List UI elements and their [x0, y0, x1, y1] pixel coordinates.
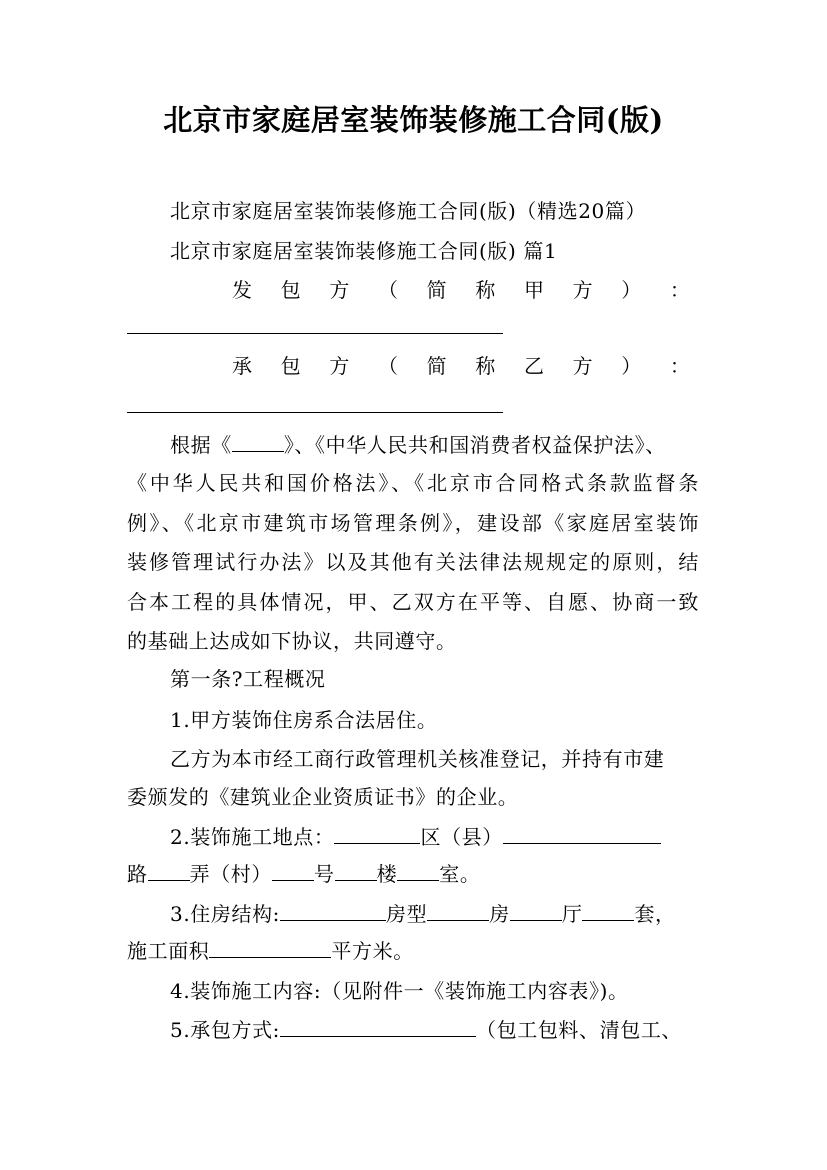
item-3-line-2 — [127, 938, 699, 964]
party-a-blank — [127, 333, 503, 334]
item-3-text: 厅 — [561, 902, 583, 926]
chapter-heading: 北京市家庭居室装饰装修施工合同(版) 篇1 — [170, 239, 558, 263]
basis-line-4: 装修管理试行办法》以及其他有关法律法规规定的原则，结 — [127, 550, 699, 574]
party-char: 方 — [329, 278, 350, 302]
item-3-text: 施工面积 — [127, 939, 210, 963]
item-2-text: 区（县） — [420, 825, 503, 849]
item-2-text: 楼 — [376, 862, 398, 886]
rooms-blank — [510, 902, 562, 921]
building-blank — [397, 862, 439, 881]
party-char: （ — [377, 278, 398, 302]
party-a-line — [232, 277, 690, 303]
basis-text: 》、《中华人民共和国消费者权益保护法》、 — [283, 433, 666, 457]
lane-blank — [272, 862, 314, 881]
party-char: 包 — [280, 354, 301, 378]
basis-line-5: 合本工程的具体情况，甲、乙双方在平等、自愿、协商一致 — [127, 590, 699, 614]
item-3-text: 平方米。 — [331, 939, 414, 963]
party-char: 承 — [232, 354, 252, 378]
item-3-text: 房型 — [386, 902, 428, 926]
basis-line-2: 《中华人民共和国价格法》、《北京市合同格式条款监督条 — [127, 471, 699, 495]
party-char: 称 — [475, 278, 496, 302]
party-char: 发 — [232, 278, 252, 302]
party-char: ： — [669, 354, 690, 378]
item-2-text: 路 — [127, 862, 148, 886]
article-1-heading: 第一条?工程概况 — [170, 667, 326, 691]
contract-mode-blank — [280, 1018, 476, 1037]
party-b-blank — [127, 412, 503, 413]
basis-line-1 — [170, 432, 700, 458]
road-blank — [148, 862, 190, 881]
structure-blank — [280, 902, 386, 921]
item-5-label: 5.承包方式: — [170, 1018, 281, 1042]
item-1b-line-1: 乙方为本市经工商行政管理机关核准登记，并持有市建 — [170, 747, 665, 771]
document-title: 北京市家庭居室装饰装修施工合同(版) — [163, 103, 664, 137]
number-blank — [335, 862, 377, 881]
item-3-text: 房 — [489, 902, 510, 926]
party-char: ） — [621, 354, 642, 378]
item-2-label: 2.装饰施工地点： — [170, 825, 335, 849]
item-3-text: 套， — [634, 902, 676, 926]
document-subtitle: 北京市家庭居室装饰装修施工合同(版)（精选20篇） — [170, 199, 647, 223]
party-char: 方 — [572, 354, 593, 378]
basis-line-6: 的基础上达成如下协议，共同遵守。 — [127, 629, 457, 653]
party-char: 称 — [475, 354, 496, 378]
party-char: 简 — [426, 278, 447, 302]
item-3-line-1 — [170, 901, 704, 927]
party-char: 乙 — [523, 354, 544, 378]
layout-blank — [427, 902, 489, 921]
law-blank — [232, 433, 284, 452]
basis-line-3: 例》、《北京市建筑市场管理条例》，建设部《家庭居室装饰 — [127, 511, 699, 535]
item-1: 1.甲方装饰住房系合法居住。 — [170, 708, 438, 732]
item-2-line-1 — [170, 824, 704, 850]
basis-text: 根据《 — [170, 433, 232, 457]
item-2-text: 室。 — [439, 862, 481, 886]
item-2-text: 号 — [314, 862, 335, 886]
item-1b-line-2: 委颁发的《建筑业企业资质证书》的企业。 — [127, 785, 519, 809]
item-5-text: （包工包料、清包工、 — [476, 1018, 683, 1042]
party-char: 方 — [572, 278, 593, 302]
item-3-label: 3.住房结构: — [170, 902, 281, 926]
party-char: （ — [377, 354, 398, 378]
party-char: 甲 — [523, 278, 544, 302]
party-char: 简 — [426, 354, 447, 378]
party-char: ） — [621, 278, 642, 302]
halls-blank — [582, 902, 634, 921]
county-blank — [503, 825, 661, 844]
party-char: 包 — [280, 278, 301, 302]
item-2-text: 弄（村） — [189, 862, 273, 886]
area-blank — [209, 939, 331, 958]
item-4: 4.装饰施工内容:（见附件一《装饰施工内容表》)。 — [170, 979, 629, 1003]
item-2-line-2 — [127, 861, 699, 887]
item-5-line-1 — [170, 1017, 742, 1043]
party-char: ： — [669, 278, 690, 302]
district-blank — [334, 825, 420, 844]
party-char: 方 — [329, 354, 350, 378]
party-b-line — [232, 353, 690, 379]
